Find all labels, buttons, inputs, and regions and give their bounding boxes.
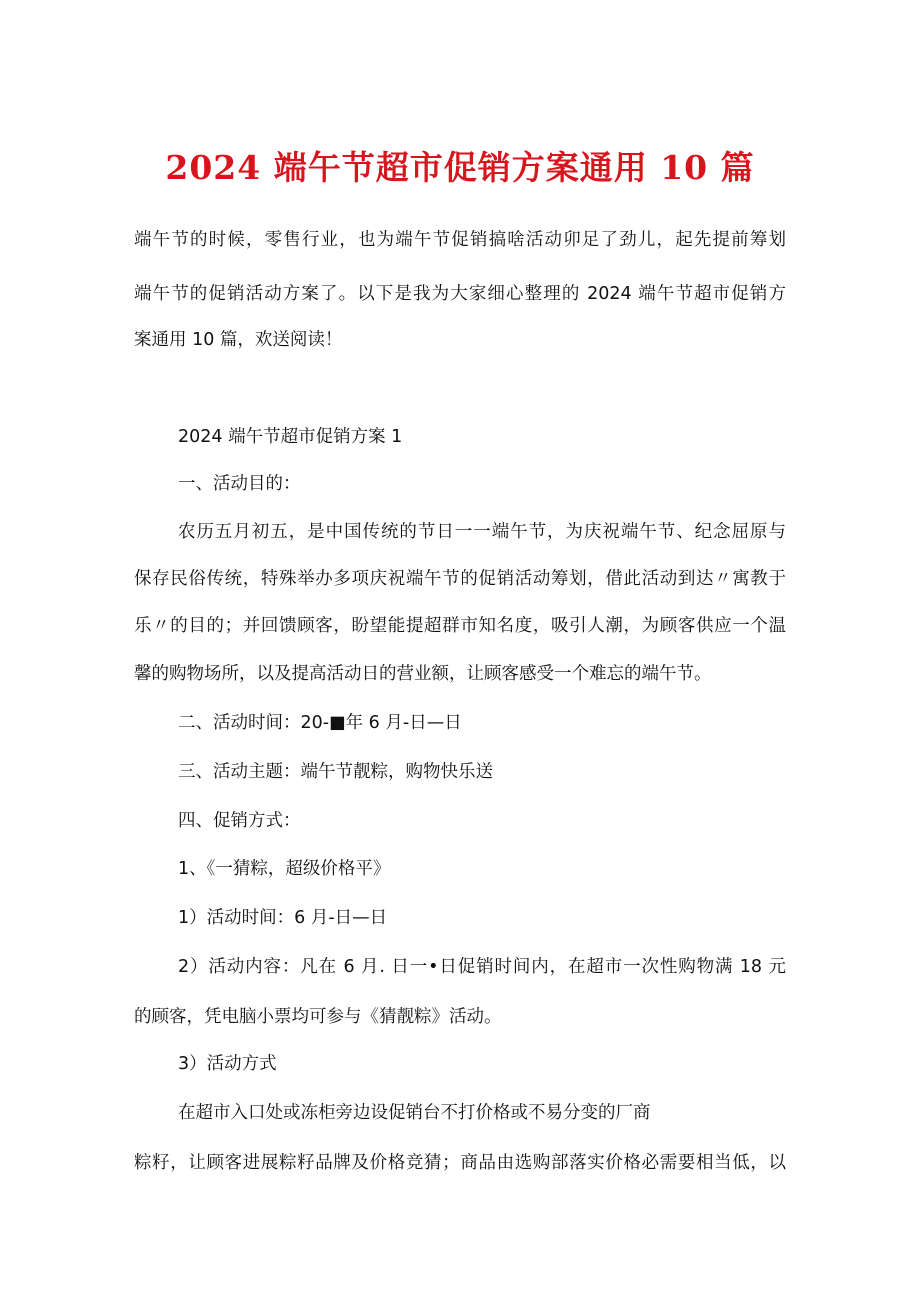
intro-line-3: 案通用 10 篇，欢送阅读！ [134,330,343,350]
item1-content-line-1: 2）活动内容：凡在 6 月. 日一•日促销时间内，在超市一次性购物满 18 元 [178,957,786,977]
intro-line-2: 端午节的促销活动方案了。以下是我为大家细心整理的 2024 端午节超市促销方 [134,284,786,304]
document-title: 2024 端午节超市促销方案通用 10 篇 [165,148,755,187]
item1-method-line-2: 粽籽，让顾客进展粽籽品牌及价格竞猜；商品由选购部落实价格必需要相当低，以 [134,1153,786,1173]
intro-line-1: 端午节的时候，零售行业，也为端午节促销搞啥活动卯足了劲儿，起先提前筹划 [134,230,786,250]
item1-content-line-2: 的顾客，凭电脑小票均可参与《猜靓粽》活动。 [134,1007,502,1027]
purpose-line-4: 馨的购物场所，以及提高活动日的营业额，让顾客感受一个难忘的端午节。 [134,664,712,684]
promotion-method-heading: 四、促销方式： [178,811,301,831]
item1-time: 1）活动时间：6 月-日—日 [178,908,388,928]
purpose-line-2: 保存民俗传统，特殊举办多项庆祝端午节的促销活动筹划，借此活动到达〃寓教于 [134,569,786,589]
section-heading: 2024 端午节超市促销方案 1 [178,427,403,447]
purpose-line-1: 农历五月初五，是中国传统的节日一一端午节，为庆祝端午节、纪念屈原与 [178,522,786,542]
purpose-heading: 一、活动目的： [178,474,301,494]
item1-heading: 1、《一猜粽，超级价格平》 [178,859,391,879]
activity-theme-line: 三、活动主题：端午节靓粽，购物快乐送 [178,762,493,782]
item1-method-heading: 3）活动方式 [178,1054,277,1074]
activity-time-line: 二、活动时间：20-■年 6 月-日—日 [178,713,462,733]
item1-method-line-1: 在超市入口处或冻柜旁边设促销台不打价格或不易分变的厂商 [178,1103,651,1123]
purpose-line-3: 乐〃的目的；并回馈顾客，盼望能提超群市知名度，吸引人潮，为顾客供应一个温 [134,616,786,636]
